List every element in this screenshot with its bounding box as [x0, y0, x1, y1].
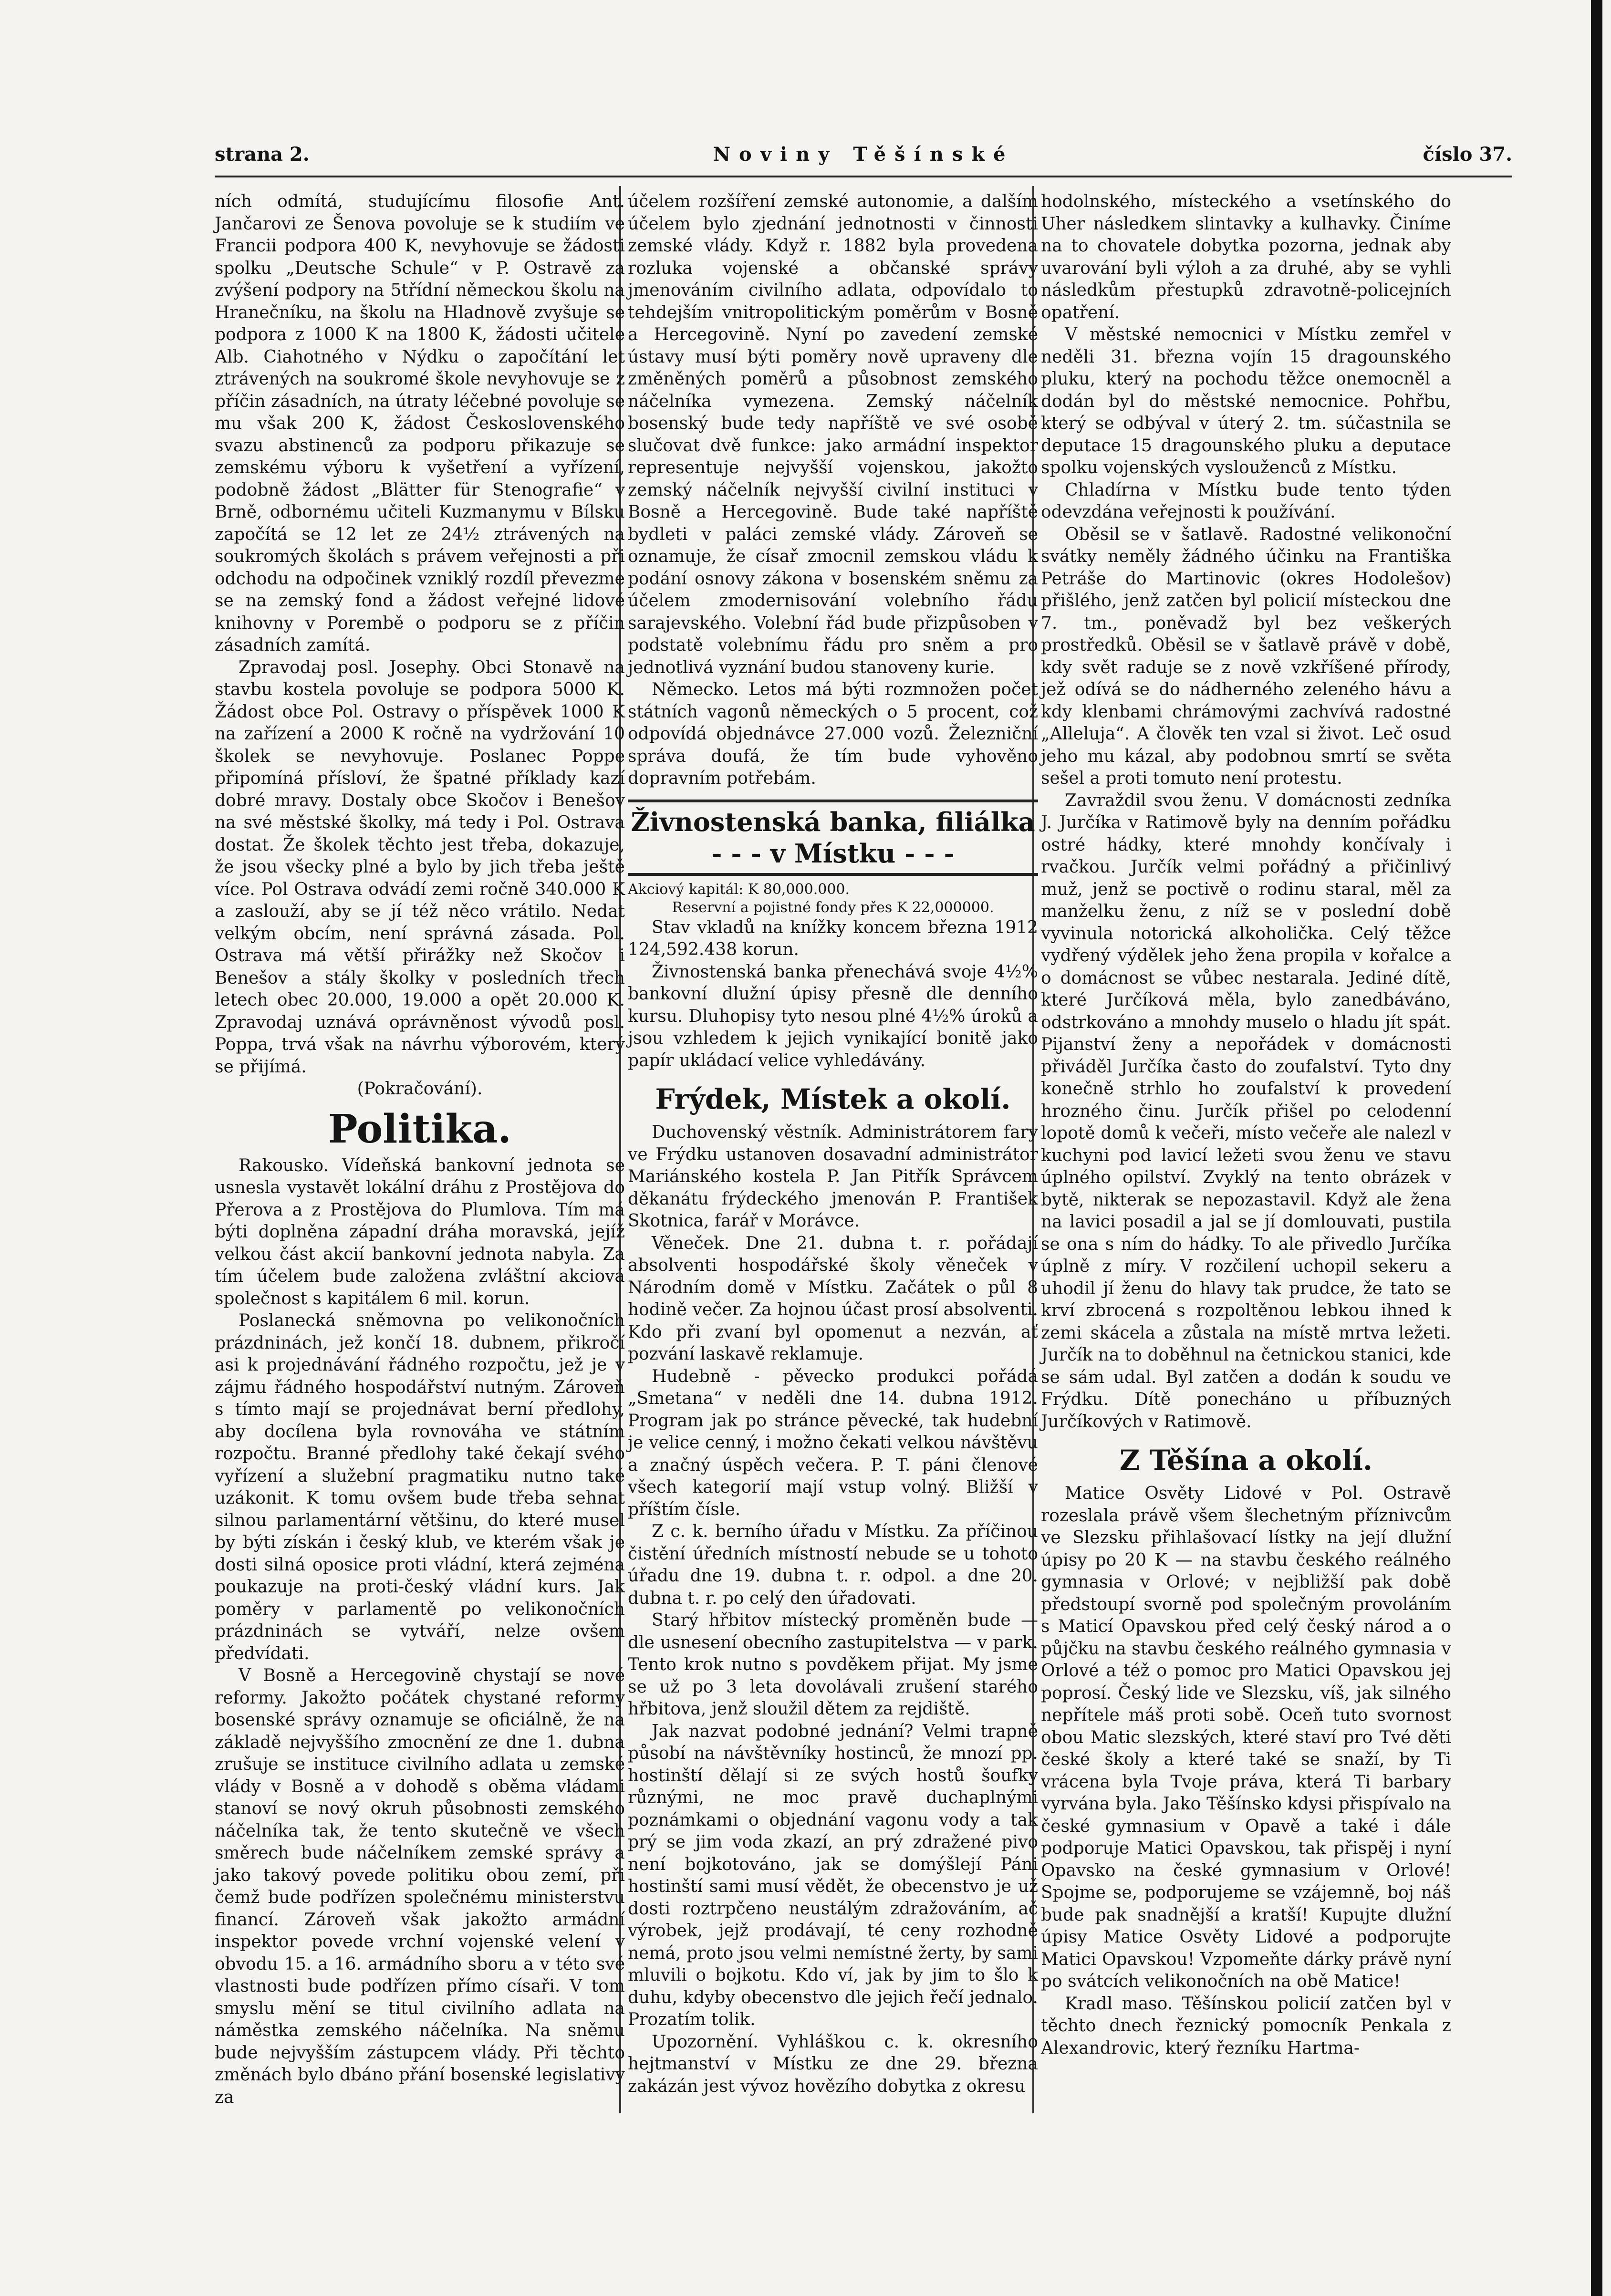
paragraph: Stav vkladů na knížky koncem března 1912 124,592.438 korun.: [628, 917, 1038, 959]
issue-number: číslo 37.: [1423, 143, 1512, 166]
scan-edge-bar: [1591, 0, 1602, 2296]
paragraph: Hudebně - pěvecko produkci pořádá „Smetana“ v neděli dne 14. dubna 1912. Program jak po stránce pěvecké, tak hudební je velice cenný, i možno čekati velkou návštěvu a značný úspěch večera. P. T. páni členové všech kategorií mají vstup volný. Bližší v příštím čísle.: [628, 1366, 1038, 1519]
paragraph: hodolnského, místeckého a vsetínského do Uher následkem slintavky a kulhavky. Činíme na to chovatele dobytka pozorna, jednak aby uvarování byli výloh a za druhé, aby se vyhli následkům přestupků zdravotně-policejních opatření.: [1041, 192, 1451, 322]
paragraph: Německo. Letos má býti rozmnožen počet státních vagonů německých o 5 procent, což odpovídá objednávce 27.000 vozů. Železniční správa doufá, že tím bude vyhověno dopravním potřebám.: [628, 680, 1038, 788]
paragraph: Starý hřbitov místecký proměněn bude — dle usnesení obecního zastupitelstva — v park. Tento krok nutno s povděkem přijat. My jsme se už po 3 leta dovolávali zrušení starého hřbitova, jenž sloužil dětem za rejdiště.: [628, 1610, 1038, 1719]
paragraph: Duchovenský věstník. Administrátorem fary ve Frýdku ustanoven dosavadní administrátor Mariánského kostela P. Jan Pitřík Správcem děkanátu frýdeckého jmenován P. František Skotnica, farář v Morávce.: [628, 1122, 1038, 1231]
section-heading-politika: Politika.: [328, 1106, 511, 1152]
bank-ad-title: Živnostenská banka, filiálka: [631, 806, 1035, 837]
paragraph: Kradl maso. Těšínskou policií zatčen byl v těchto dnech řeznický pomocník Penkala z Alexandrovic, který řezníku Hartma-: [1041, 1994, 1451, 2058]
paragraph: Poslanecká sněmovna po velikonočních prázdninách, jež končí 18. dubnem, přikročí asi k projednávání řádného rozpočtu, jež je v zájmu řádného hospodářství nutným. Zároveň s tímto mají se projednávat berní předlohy, aby docílena byla rovnováha ve státním rozpočtu. Branné předlohy také čekají svého vyřízení a služební pragmatiku nutno také uzákonit. K tomu ovšem bude třeba sehnat silnou parlamentární většinu, do které musel by býti získán i český klub, ve kterém však je dosti silná oposice proti vládní, která zejména poukazuje na proti-český vládní kurs. Jak poměry v parlamentě po velikonočních prázdninách se vytváří, nelze ovšem předvídati.: [215, 1311, 625, 1663]
paragraph: V Bosně a Hercegovině chystají se nové reformy. Jakožto počátek chystané reformy bosenské správy oznamuje se oficiálně, že na základě nejvyššího zmocnění ze dne 1. dubna zrušuje se instituce civilního adlata u zemské vlády v Bosně a v dohodě s oběma vládami stanoví se nový okruh působnosti zemského náčelníka tak, že tento skutečně ve všech směrech bude náčelníkem zemské správy a jako takový povede politiku obou zemí, při čemž bude podřízen společnému ministerstvu financí. Zároveň však jakožto armádní inspektor povede vrchní vojenské velení v obvodu 15. a 16. armádního sboru a v této své vlastnosti bude podřízen přímo císaři. V tom smyslu mění se titul civilního adlata na náměstka zemského náčelníka. Na sněmu bude nejvyšším zástupcem vlády. Při těchto změnách bylo dbáno přání bosenské legislativy za: [215, 1666, 625, 2107]
paragraph: Upozornění. Vyhláškou c. k. okresního hejtmanství v Místku ze dne 29. března zakázán jest vývoz hovězího dobytka z okresu: [628, 2032, 1038, 2096]
header-rule: [215, 176, 1512, 177]
section-heading-tesin: Z Těšína a okolí.: [1119, 1444, 1373, 1476]
paragraph: V městské nemocnici v Místku zemřel v neděli 31. března vojín 15 dragounského pluku, který na pochodu těžce onemocněl a dodán byl do městské nemocnice. Pohřbu, který se odbýval v úterý 2. tm. súčastnila se deputace 15 dragounského pluku a deputace spolku vojenských vyslouženců z Místku.: [1041, 325, 1451, 478]
page-number: strana 2.: [215, 143, 310, 166]
paragraph: Jak nazvat podobné jednání? Velmi trapně působí na návštěvníky hostinců, že mnozí pp. hostinští dělají si ze svých hostů šoufky různými, ne moc pravě duchaplnými poznámkami o objednání vagonu vody a tak prý se jim voda zkazí, an prý zdražené pivo není bojkotováno, jak se domýšlejí Páni hostinští sami musí vědět, že obecenstvo je už dosti roztrpčeno neustálým zdražováním, ač výrobek, jejž prodávají, té ceny rozhodně nemá, proto jsou velmi nemístné žerty, by sami mluvili o bojkotu. Kdo ví, jak by jim to šlo k duhu, kdyby obecenstvo dle jejich řečí jednalo. Prozatím tolik.: [628, 1721, 1038, 2029]
paragraph: účelem rozšíření zemské autonomie, a dalším účelem bylo zjednání jednotnosti v činnosti zemské vlády. Když r. 1882 byla provedena rozluka vojenské a občanské správy jmenováním civilního adlata, odpovídalo to tehdejším vnitropolitickým poměrům v Bosně a Hercegovině. Nyní po zavedení zemské ústavy musí býti poměry nově upraveny dle změněných poměrů a působnost zemského náčelníka vymezena. Zemský náčelník bosenský bude tedy napříště ve své osobě slučovat dvě funkce: jako armádní inspektor representuje nejvyšší vojenskou, jakožto zemský náčelník nejvyšší civilní instituci v Bosně a Hercegovině. Bude také napříště bydleti v paláci zemské vlády. Zároveň se oznamuje, že císař zmocnil zemskou vládu k podání osnovy zákona v bosenském sněmu za účelem zmodernisování volebního řádu sarajevského. Volební řád bude přizpůsoben v podstatě volebnímu řádu pro sněm a pro jednotlivá vyznání budou stanoveny kurie.: [628, 192, 1038, 677]
continued-note: (Pokračování).: [357, 1079, 483, 1099]
paragraph: Zpravodaj posl. Josephy. Obci Stonavě na stavbu kostela povoluje se podpora 5000 K. Žádost obce Pol. Ostravy o příspěvek 1000 K na zařízení a 2000 K ročně na vydržování 10 školek se nevyhovuje. Poslanec Poppe připomíná přísloví, že špatné příklady kazí dobré mravy. Dostaly obce Skočov i Benešov na své městské školky, má tedy i Pol. Ostrava dostat. Že školek těchto jest třeba, dokazuje, že jsou všecky plné a bylo by jich třeba ještě více. Pol Ostrava odvádí zemi ročně 340.000 K a zaslouží, aby se jí též něco vrátilo. Nedat velkým obcím, není správná zásada. Pol. Ostrava má větší přirážky než Skočov i Benešov a stály školky v posledních třech letech obec 20.000, 19.000 a opět 20.000 K. Zpravodaj uznává oprávněnost vývodů posl. Poppa, trvá však na návrhu výborovém, který se přijímá.: [215, 657, 625, 1077]
paragraph: ních odmítá, studujícímu filosofie Ant. Jančarovi ze Šenova povoluje se k studiím ve Francii podpora 400 K, nevyhovuje se žádosti spolku „Deutsche Schule“ v P. Ostravě za zvýšení podpory na 5třídní německou školu na Hranečníku, na školu na Hladnově zvyšuje se podpora z 1000 K na 1800 K, žádosti učitele Alb. Ciahotného v Nýdku o započítání let ztrávených na soukromé škole nevyhovuje se z příčin zásadních, na útraty léčebné povoluje se mu však 200 K, žádost Československého svazu abstinenců za podporu přikazuje se zemskému výboru k vyšetření a vyřízení, podobně žádost „Blätter für Stenografie“ v Brně, odbornému učiteli Kuzmanymu v Bílsku započítá se 12 let ze 24½ ztrávených na soukromých školách s právem veřejnosti a při odchodu na odpočinek vzniklý rozdíl převezme se na zemský fond a žádost veřejné lidové knihovny v Porembě o podporu se z příčin zásadních zamítá.: [215, 192, 625, 655]
paragraph: Oběsil se v šatlavě. Radostné velikonoční svátky neměly žádného účinku na Františka Petráše do Martinovic (okres Hodolešov) přišlého, jenž zatčen byl policií místeckou dne 7. tm., poněvadž byl bez veškerých prostředků. Oběsil se v šatlavě právě v době, kdy svět raduje se z nově vzkříšené přírody, jež odívá se do nádherného zeleného hávu a kdy klenbami chrámovými zachvívá radostné „Alleluja“. A člověk ten vzal si život. Leč osud jeho mu kázal, aby podobnou smrtí se světa sešel a proti tomuto není protestu.: [1041, 524, 1451, 788]
page-header: [215, 143, 1512, 172]
paper-title: Noviny Těšínské: [713, 143, 1014, 166]
paragraph: Živnostenská banka přenechává svoje 4½% bankovní dlužní úpisy přesně dle denního kursu. Dluhopisy tyto nesou plné 4½% úroků a jsou vzhledem k jejich vynikající bonitě jako papír ukládací velice vyhledávány.: [628, 962, 1038, 1070]
column-3: [1041, 191, 1451, 2059]
paragraph: Zavraždil svou ženu. V domácnosti zedníka J. Jurčíka v Ratimově byly na denním pořádku ostré hádky, které mnohdy končívaly i rvačkou. Jurčík velmi pořádný a přičinlivý muž, jenž se poctivě o rodinu staral, měl za manželku ženu, z níž se v poslední době vyvinula notorická alkoholička. Celý těžce vydřený výdělek jeho žena propila v kořalce a o domácnost se vůbec nestarala. Jediné dítě, které Jurčíková měla, bylo zanedbáváno, odstrkováno a mnohdy muselo o hladu jít spát. Pijanství ženy a nepořádek v domácnosti přiváděl Jurčíka často do zoufalství. Tyto dny konečně strhlo ho zoufalství k provedení hrozného činu. Jurčík přišel po celodenní lopotě domů k večeři, místo večeře ale nalezl v kuchyni pod lavicí ležeti svou ženu ve stavu úplného opilství. Zvyklý na tento obrázek v bytě, nikterak se nepozastavil. Když ale žena na lavici posadil a jal se jí domlouvati, pustila se ona s ním do hádky. To ale přivedlo Jurčíka úplně z míry. V rozčilení uchopil sekeru a uhodil jí ženu do hlavy tak prudce, že tato se krví zbrocená s rozpoltěnou lebkou ihned k zemi skácela a zůstala na místě mrtva ležeti. Jurčík na to doběhnul na četnickou stanici, kde se sám udal. Byl zatčen a dodán k soudu ve Frýdku. Dítě ponecháno u příbuzných Jurčíkových v Ratimově.: [1041, 790, 1451, 1432]
paragraph: Chladírna v Místku bude tento týden odevzdána veřejnosti k používání.: [1041, 480, 1451, 522]
bank-ad-location: - - - v Místku - - -: [711, 838, 955, 869]
bank-advertisement: [628, 800, 1038, 876]
section-heading-frydek: Frýdek, Místek a okolí.: [655, 1083, 1011, 1115]
column-2: [628, 191, 1038, 2098]
paragraph: Věneček. Dne 21. dubna t. r. pořádají absolventi hospodářské školy věneček v Národním domě v Místku. Začátek o půl 8 hodině večer. Za hojnou účast prosí absolventi. Kdo při zvaní byl opomenut a nezván, ať pozvání laskavě reklamuje.: [628, 1233, 1038, 1364]
bank-reserves: Reservní a pojistné fondy přes K 22,000000.: [672, 899, 994, 916]
column-1: [215, 191, 625, 2109]
paragraph: Rakousko. Vídeňská bankovní jednota se usnesla vystavět lokální dráhu z Prostějova do Přerova a z Prostějova do Plumlova. Tím má býti doplněna západní dráha moravská, jejíž velkou část akcií bankovní jednota nabyla. Za tím účelem bude založena zvláštní akciová společnost s kapitálem 6 mil. korun.: [215, 1155, 625, 1309]
bank-capital: Akciový kapitál: K 80,000.000.: [628, 881, 850, 898]
paragraph: Matice Osvěty Lidové v Pol. Ostravě rozeslala právě všem šlechetným příznivcům ve Slezsku přihlašovací lístky na její dlužní úpisy po 20 K — na stavbu českého reálného gymnasia v Orlové; v nejbližší pak době předstoupí svorně pod společným provoláním s Maticí Opavskou před celý český národ a o půjčku na stavbu českého reálného gymnasia v Orlové a též o pomoc pro Matici Opavskou jej poprosí. Český lide ve Slezsku, víš, jak silného nepřítele máš proti sobě. Oceň tuto svornost obou Matic slezských, které staví pro Tvé děti české školy a které také se snaží, by Ti vrácena byla Tvoje práva, která Ti barbary vyrvána byla. Jako Těšínsko kdysi přispívalo na české gymnasium v Opavě a také i dále podporuje Matici Opavskou, tak přispěj i nyní Opavsko na české gymnasium v Orlové! Spojme se, podporujeme se vzájemně, boj náš bude pak snadnější a kratší! Kupujte dlužní úpisy Matice Osvěty Lidové a podporujte Matici Opavskou! Vzpomeňte dárky právě nyní po svátcích velikonočních na obě Matice!: [1041, 1484, 1451, 1991]
paragraph: Z c. k. berního úřadu v Místku. Za příčinou čistění úředních místností nebude se u tohoto úřadu dne 19. dubna t. r. odpol. a dne 20. dubna t. r. po celý den úřadovati.: [628, 1522, 1038, 1608]
